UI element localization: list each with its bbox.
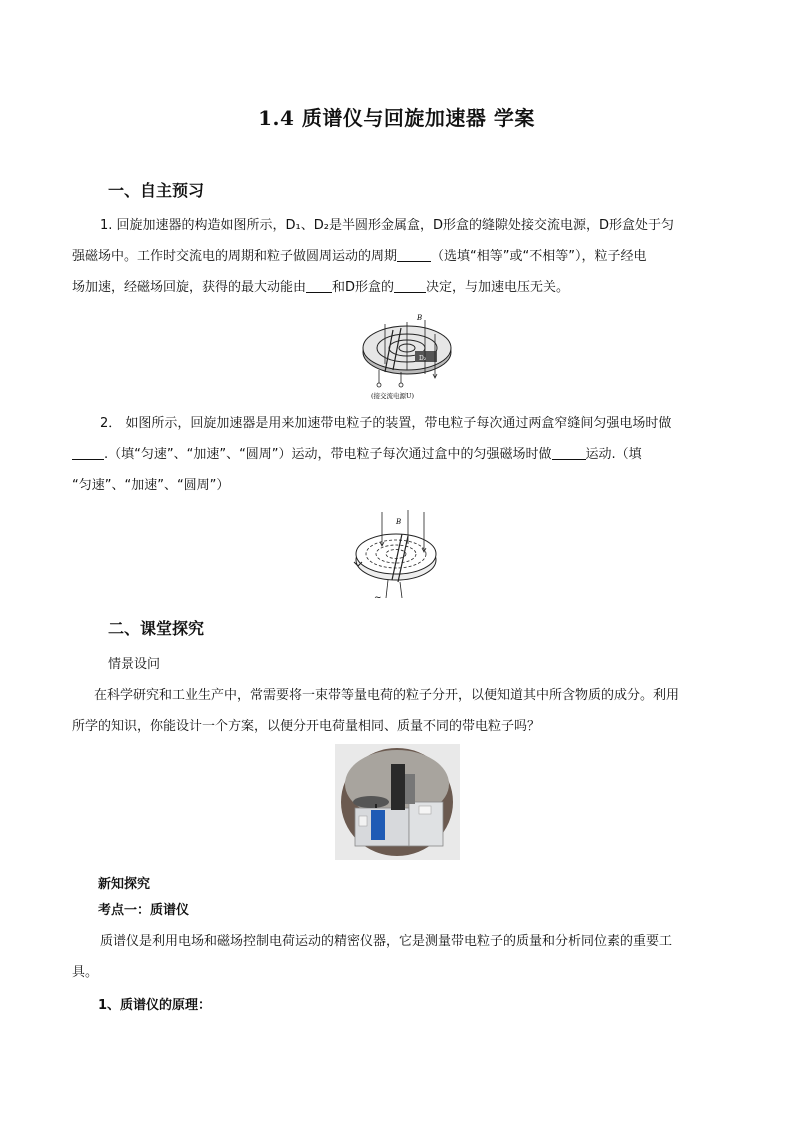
scenario-text: [72, 680, 722, 742]
question-1-line1: 回旋加速器的构造如图所示，D₁、D₂是半圆形金属盒，D形盒的缝隙处接交流电源，D形盒处于匀: [116, 218, 675, 233]
scenario-label: 情景设问: [108, 657, 161, 672]
scenario-line2: 所学的知识，你能设计一个方案，以便分开电荷量相同、质量不同的带电粒子吗？: [72, 719, 541, 734]
question-2-line2b: 运动.（填: [585, 447, 642, 462]
definition-line1: 质谱仪是利用电场和磁场控制电荷运动的精密仪器，它是测量带电粒子的质量和分析同位素的重要工: [100, 934, 673, 949]
question-2-line3: “匀速”、“加速”、“圆周”）: [72, 478, 230, 493]
question-2-line1: 如图所示，回旋加速器是用来加速带电粒子的装置，带电粒子每次通过两盒窄缝间匀强电场时做: [125, 416, 672, 431]
principle-heading: 1、质谱仪的原理：: [98, 998, 212, 1013]
mass-spectrometer-photo: [335, 744, 460, 860]
answer-blank[interactable]: [394, 278, 426, 293]
mass-spectrometer-definition: [72, 926, 722, 988]
cyclotron-figure-1: [355, 310, 455, 402]
cyclotron-figure-2: [348, 506, 442, 602]
question-2-line2a: .（填“匀速”、“加速”、“圆周”）运动，带电粒子每次通过盒中的匀强磁场时做: [104, 447, 552, 462]
answer-blank[interactable]: [552, 445, 586, 460]
figure-label-b: B: [417, 314, 423, 322]
question-1-number: 1.: [100, 218, 113, 233]
question-1-line2a: 强磁场中。工作时交流电的周期和粒子做圆周运动的周期: [72, 249, 398, 264]
new-knowledge-label: 新知探究: [98, 877, 151, 892]
answer-blank[interactable]: [72, 445, 104, 460]
scenario-line1: 在科学研究和工业生产中，常需要将一束带等量电荷的粒子分开，以便知道其中所含物质的成分。利用: [94, 688, 680, 703]
figure-caption: (接交流电源U): [371, 392, 415, 400]
figure-label-d2: D₂: [419, 355, 427, 362]
answer-blank[interactable]: [397, 247, 431, 262]
page-title: 1.4 质谱仪与回旋加速器 学案: [258, 106, 535, 130]
question-2-number: 2．: [100, 416, 122, 431]
definition-line2: 具。: [72, 965, 99, 980]
figure-label-b: B: [396, 518, 402, 526]
question-2: [72, 408, 722, 501]
section-heading-preview: 一、自主预习: [108, 181, 205, 200]
question-1: [72, 210, 722, 303]
question-1-line3a: 场加速，经磁场回旋，获得的最大动能由: [72, 280, 307, 295]
answer-blank[interactable]: [306, 278, 332, 293]
topic-1-heading: 考点一：质谱仪: [98, 903, 190, 918]
section-heading-class-exploration: 二、课堂探究: [108, 619, 205, 638]
question-1-line3c: 决定，与加速电压无关。: [426, 280, 570, 295]
question-1-line2b: （选填“相等”或“不相等”），粒子经电: [431, 249, 647, 264]
question-1-line3b: 和D形盒的: [332, 280, 395, 295]
figure-label-tilde: ~: [374, 593, 382, 602]
